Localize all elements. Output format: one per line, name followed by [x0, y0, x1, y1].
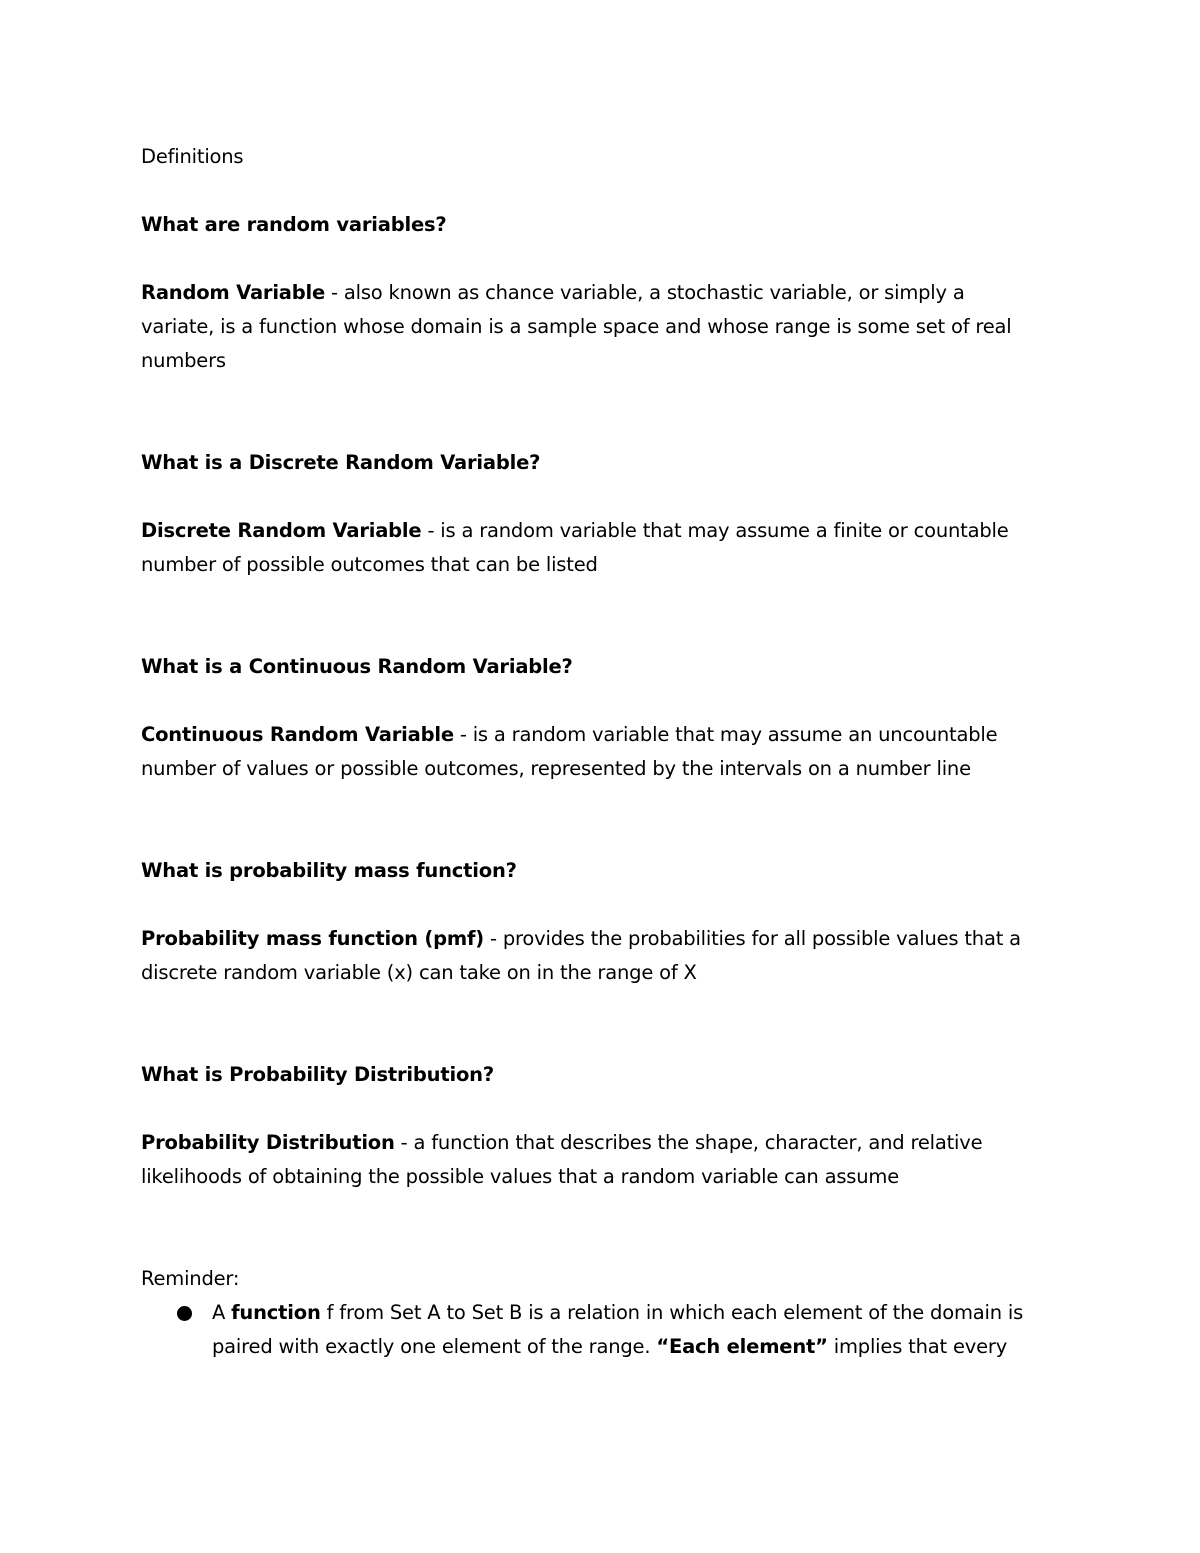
definition-line: variate, is a function whose domain is a sample space and whose range is some set of real	[141, 315, 1012, 338]
definition-discrete-random-variable	[141, 514, 1061, 582]
bullet-line	[212, 1330, 1061, 1364]
spacer	[141, 480, 1061, 514]
definition-term: Continuous Random Variable	[141, 723, 454, 746]
definition-term: Discrete Random Variable	[141, 519, 422, 542]
spacer	[141, 1194, 1061, 1262]
definition-term: Random Variable	[141, 281, 326, 304]
definition-line	[141, 718, 1061, 752]
definition-probability-mass-function	[141, 922, 1061, 990]
definition-term: Probability Distribution	[141, 1131, 395, 1154]
spacer	[141, 1092, 1061, 1126]
definition-text: - is a random variable that may assume a finite or countable	[421, 519, 1009, 542]
definition-line: discrete random variable (x) can take on in the range of X	[141, 961, 697, 984]
spacer	[141, 888, 1061, 922]
bullet-text: f from Set A to Set B is a relation in which each element of the domain is	[320, 1301, 1024, 1324]
spacer	[141, 174, 1061, 208]
definition-probability-distribution	[141, 1126, 1061, 1194]
bullet-text: implies that every	[827, 1335, 1008, 1358]
question-continuous-random-variable: What is a Continuous Random Variable?	[141, 655, 573, 678]
bullet-icon	[177, 1306, 192, 1321]
question-discrete-random-variable: What is a Discrete Random Variable?	[141, 451, 541, 474]
spacer	[141, 242, 1061, 276]
bullet-bold-term: “Each element”	[656, 1335, 828, 1358]
question-probability-mass-function: What is probability mass function?	[141, 859, 517, 882]
bullet-bold-term: function	[231, 1301, 321, 1324]
spacer	[141, 684, 1061, 718]
definition-line	[141, 514, 1061, 548]
definition-line	[141, 276, 1061, 310]
question-probability-distribution: What is Probability Distribution?	[141, 1063, 494, 1086]
reminder-list	[141, 1296, 1061, 1364]
bullet-text: paired with exactly one element of the range.	[212, 1335, 657, 1358]
definition-term: Probability mass function (pmf)	[141, 927, 485, 950]
definition-text: - a function that describes the shape, character, and relative	[394, 1131, 983, 1154]
spacer	[141, 786, 1061, 854]
spacer	[141, 990, 1061, 1058]
definition-line	[141, 1126, 1061, 1160]
spacer	[141, 582, 1061, 650]
definition-text: - provides the probabilities for all possible values that a	[484, 927, 1021, 950]
definition-line: likelihoods of obtaining the possible values that a random variable can assume	[141, 1165, 899, 1188]
definition-text: - also known as chance variable, a stochastic variable, or simply a	[325, 281, 965, 304]
definition-line: numbers	[141, 349, 226, 372]
page-heading: Definitions	[141, 145, 244, 168]
bullet-text: A	[212, 1301, 232, 1324]
reminder-label: Reminder:	[141, 1267, 240, 1290]
question-random-variables: What are random variables?	[141, 213, 447, 236]
definition-line: number of possible outcomes that can be listed	[141, 553, 598, 576]
spacer	[141, 378, 1061, 446]
definition-line: number of values or possible outcomes, represented by the intervals on a number line	[141, 757, 971, 780]
document-content	[141, 140, 1061, 1364]
definition-text: - is a random variable that may assume an uncountable	[453, 723, 998, 746]
definition-continuous-random-variable	[141, 718, 1061, 786]
list-item	[141, 1296, 1061, 1364]
bullet-line	[212, 1296, 1061, 1330]
definition-line	[141, 922, 1061, 956]
definition-random-variable	[141, 276, 1061, 378]
